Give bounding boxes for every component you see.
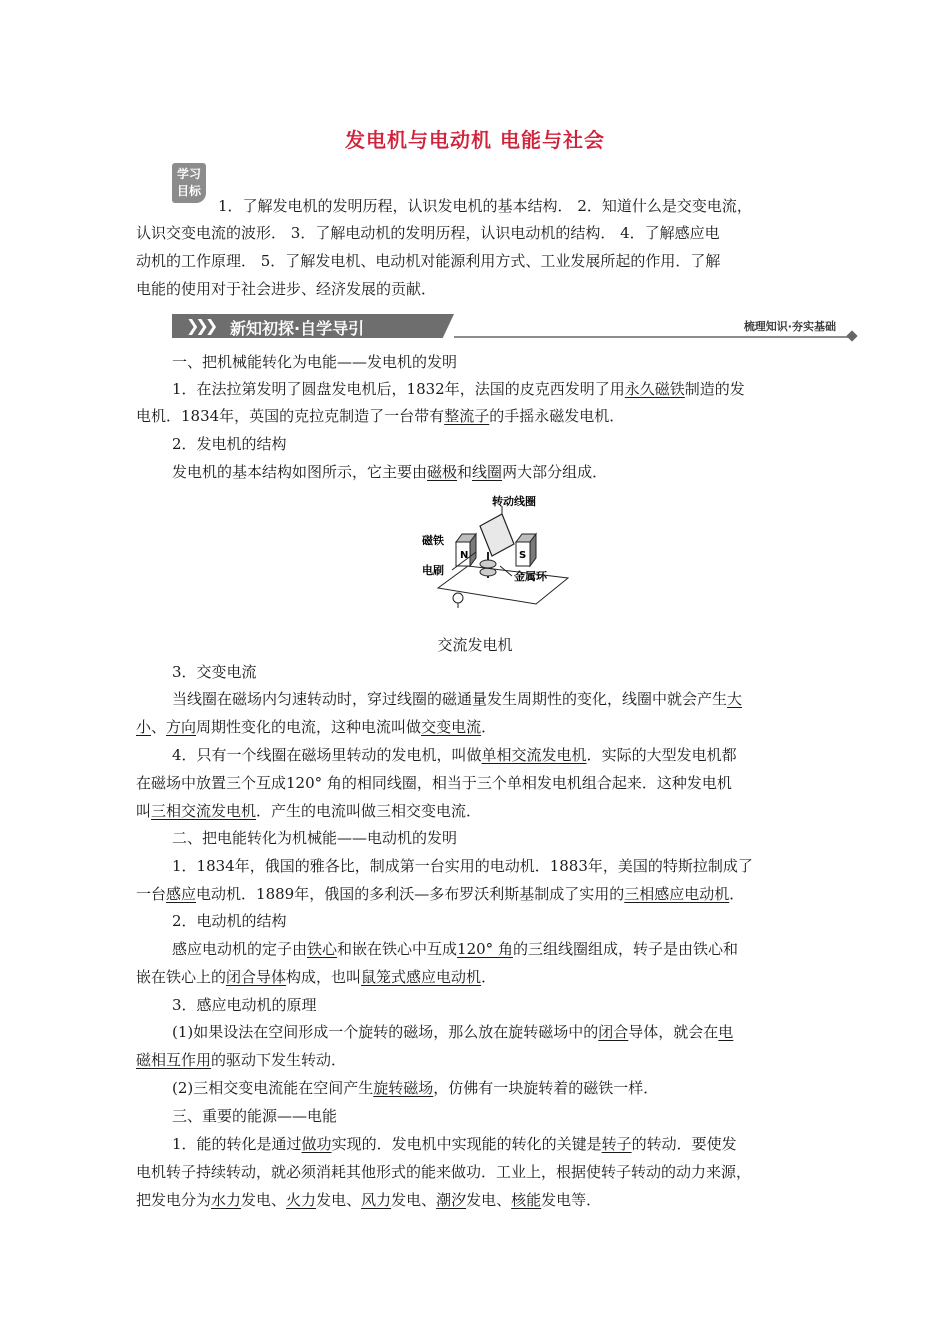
objectives-badge — [172, 163, 206, 203]
paragraph-line: 感应电动机的定子由铁心和嵌在铁心中互成120° 角的三组线圈组成，转子是由铁心和 — [172, 940, 738, 958]
answer-blank: 大 — [727, 690, 743, 708]
paragraph-line: 电机转子持续转动，就必须消耗其他形式的能来做功．工业上，根据使转子转动的动力来源， — [136, 1163, 752, 1181]
banner-rule — [454, 336, 850, 338]
diamond-icon — [846, 330, 857, 341]
objectives-line: 电能的使用对于社会进步、经济发展的贡献． — [136, 280, 437, 298]
section-banner — [172, 314, 856, 338]
paragraph-line: 发电机的基本结构如图所示，它主要由磁极和线圈两大部分组成． — [172, 463, 608, 481]
subheading: 2．电动机的结构 — [172, 912, 287, 930]
objectives-line: 动机的工作原理． 5．了解发电机、电动机对能源利用方式、工业发展所起的作用．了解 — [136, 252, 721, 270]
paragraph-line: 1．1834年，俄国的雅各比，制成第一台实用的电动机．1883年，美国的特斯拉制成了 — [172, 857, 753, 875]
paragraph-line: 嵌在铁心上的闭合导体构成，也叫鼠笼式感应电动机． — [136, 968, 497, 986]
objectives-badge-line2: 目标 — [176, 184, 201, 198]
answer-blank: 闭合导体 — [226, 968, 287, 986]
answer-blank: 磁相互作用 — [136, 1051, 212, 1069]
slip-ring-1 — [480, 560, 496, 568]
label-s-pole: S — [519, 550, 527, 561]
paragraph-line: 4．只有一个线圈在磁场里转动的发电机，叫做单相交流发电机．实际的大型发电机都 — [172, 746, 737, 764]
paragraph-line: (1)如果设法在空间形成一个旋转的磁场，那么放在旋转磁场中的闭合导体，就会在电 — [172, 1023, 734, 1041]
ac-generator-diagram — [418, 492, 576, 618]
paragraph-line: 在磁场中放置三个互成120° 角的相同线圈，相当于三个单相发电机组合起来．这种发电机 — [136, 774, 732, 792]
answer-blank: 120° 角 — [457, 940, 513, 958]
bulb-icon — [453, 593, 463, 603]
rotating-coil — [480, 514, 514, 556]
label-magnet: 磁铁 — [422, 534, 444, 547]
answer-blank: 单相交流发电机 — [481, 746, 587, 764]
answer-blank: 鼠笼式感应电动机 — [361, 968, 482, 986]
answer-blank: 核能 — [511, 1191, 542, 1209]
section-heading: 二、把电能转化为机械能——电动机的发明 — [172, 829, 458, 847]
label-n-pole: N — [460, 550, 469, 561]
paragraph-line: 1．能的转化是通过做功实现的．发电机中实现能的转化的关键是转子的转动．要使发 — [172, 1135, 737, 1153]
answer-blank: 磁极 — [427, 463, 458, 481]
answer-blank: 风力 — [361, 1191, 392, 1209]
objectives-badge-line1: 学习 — [176, 167, 201, 181]
paragraph-line: 1．在法拉第发明了圆盘发电机后，1832年，法国的皮克西发明了用永久磁铁制造的发 — [172, 380, 745, 398]
paragraph-line: 磁相互作用的驱动下发生转动． — [136, 1051, 347, 1069]
answer-blank: 火力 — [286, 1191, 317, 1209]
answer-blank: 做功 — [301, 1135, 332, 1153]
label-rotating-coil: 转动线圈 — [492, 495, 536, 508]
section-heading: 一、把机械能转化为电能——发电机的发明 — [172, 353, 458, 371]
figure-caption: 交流发电机 — [437, 636, 513, 654]
objectives-line: 认识交变电流的波形． 3．了解电动机的发明历程，认识电动机的结构． 4．了解感应电 — [136, 224, 720, 242]
label-metal-ring: 金属环 — [514, 570, 547, 583]
answer-blank: 铁心 — [307, 940, 338, 958]
paragraph-line: 叫三相交流发电机．产生的电流叫做三相交变电流． — [136, 802, 482, 820]
section-heading: 三、重要的能源——电能 — [172, 1107, 338, 1125]
subheading: 2．发电机的结构 — [172, 435, 287, 453]
paragraph-line: (2)三相交变电流能在空间产生旋转磁场，仿佛有一块旋转着的磁铁一样． — [172, 1079, 659, 1097]
subheading: 3．感应电动机的原理 — [172, 996, 317, 1014]
subheading: 3．交变电流 — [172, 663, 257, 681]
answer-blank: 小 — [136, 718, 152, 736]
answer-blank: 三相交流发电机 — [151, 802, 257, 820]
page-title: 发电机与电动机 电能与社会 — [345, 128, 605, 152]
answer-blank: 潮汐 — [436, 1191, 467, 1209]
answer-blank: 方向 — [166, 718, 197, 736]
banner-title: 新知初探·自学导引 — [230, 319, 365, 338]
paragraph-line: 小、方向周期性变化的电流，这种电流叫做交变电流． — [136, 718, 497, 736]
paragraph-line: 电机．1834年，英国的克拉克制造了一台带有整流子的手摇永磁发电机． — [136, 407, 625, 425]
answer-blank: 交变电流 — [421, 718, 482, 736]
answer-blank: 闭合 — [598, 1023, 629, 1041]
answer-blank: 线圈 — [472, 463, 503, 481]
objectives-line: 1．了解发电机的发明历程，认识发电机的基本结构． 2．知道什么是交变电流， — [218, 197, 752, 215]
label-brush: 电刷 — [422, 564, 444, 577]
answer-blank: 整流子 — [444, 407, 490, 425]
answer-blank: 水力 — [211, 1191, 242, 1209]
answer-blank: 旋转磁场 — [373, 1079, 434, 1097]
paragraph-line: 把发电分为水力发电、火力发电、风力发电、潮汐发电、核能发电等． — [136, 1191, 602, 1209]
double-chevron-icon: ❯❯❯ — [186, 316, 215, 335]
answer-blank: 永久磁铁 — [624, 380, 685, 398]
answer-blank: 感应 — [166, 885, 197, 903]
answer-blank: 三相感应电动机 — [624, 885, 730, 903]
paragraph-line: 一台感应电动机．1889年，俄国的多利沃—多布罗沃利斯基制成了实用的三相感应电动机． — [136, 885, 745, 903]
banner-subtitle: 梳理知识·夯实基础 — [743, 320, 836, 333]
answer-blank: 转子 — [601, 1135, 632, 1153]
paragraph-line: 当线圈在磁场内匀速转动时，穿过线圈的磁通量发生周期性的变化，线圈中就会产生大 — [172, 690, 743, 708]
answer-blank: 电 — [718, 1023, 734, 1041]
